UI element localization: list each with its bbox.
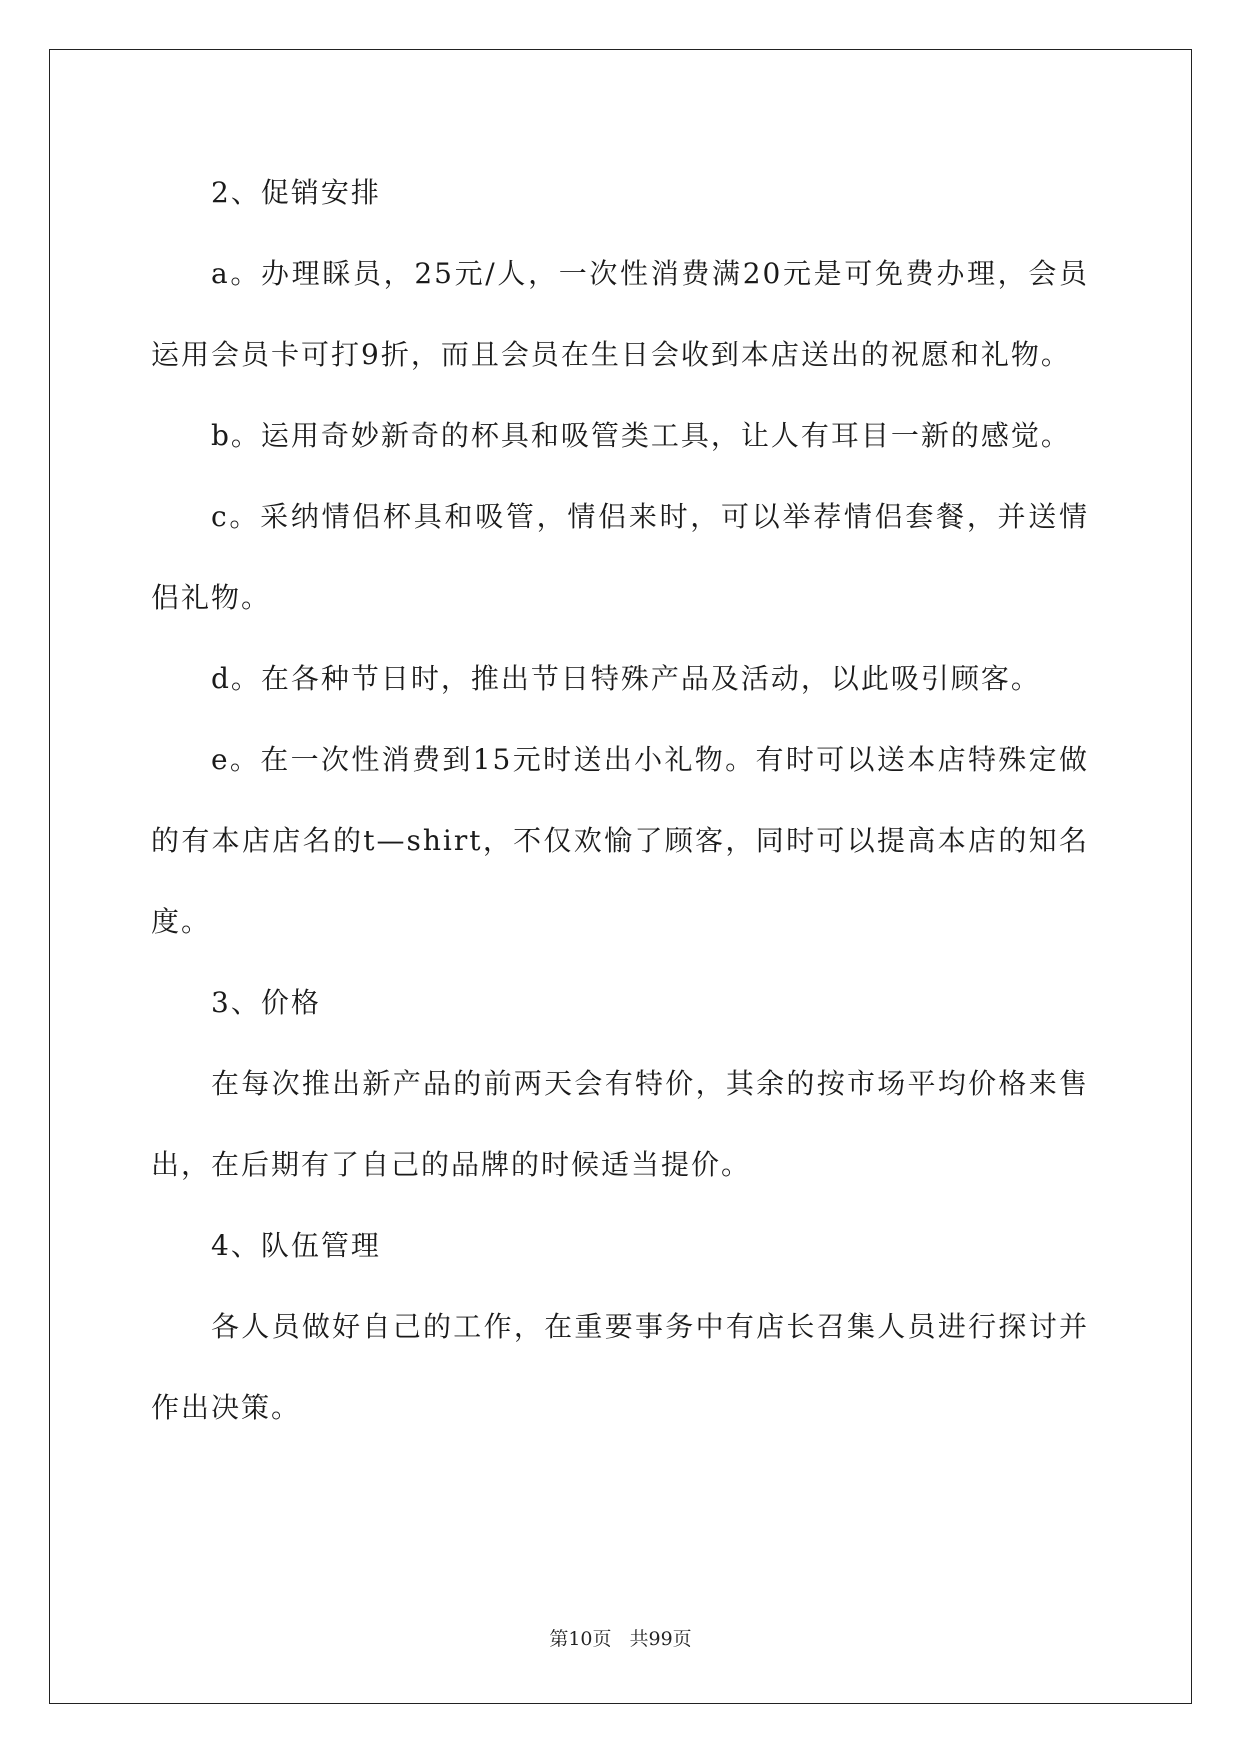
paragraph-price: 在每次推出新产品的前两天会有特价，其余的按市场平均价格来售出，在后期有了自己的品牌的时候适当提价。 [151,1067,1089,1181]
paragraph-team: 各人员做好自己的工作，在重要事务中有店长召集人员进行探讨并作出决策。 [151,1310,1089,1424]
heading-promotion: 2、促销安排 [211,176,381,209]
paragraph-e-gifts: e。在一次性消费到15元时送出小礼物。有时可以送本店特殊定做的有本店店名的t—shirt，不仅欢愉了顾客，同时可以提高本店的知名度。 [151,743,1089,938]
heading-price: 3、价格 [211,986,321,1019]
paragraph-d-holidays: d。在各种节日时，推出节日特殊产品及活动，以此吸引顾客。 [211,662,1041,695]
paragraph-c-couples: c。采纳情侣杯具和吸管，情侣来时，可以举荐情侣套餐，并送情侣礼物。 [151,500,1089,614]
document-body [151,152,1089,1448]
paragraph-a-membership: a。办理睬员，25元/人，一次性消费满20元是可免费办理，会员运用会员卡可打9折，而且会员在生日会收到本店送出的祝愿和礼物。 [151,257,1089,371]
total-pages: 共99页 [629,1628,692,1650]
heading-team: 4、队伍管理 [211,1229,381,1262]
paragraph-b-cups: b。运用奇妙新奇的杯具和吸管类工具，让人有耳目一新的感觉。 [211,419,1071,452]
page-footer [0,1627,1241,1651]
current-page-number: 第10页 [549,1628,612,1650]
